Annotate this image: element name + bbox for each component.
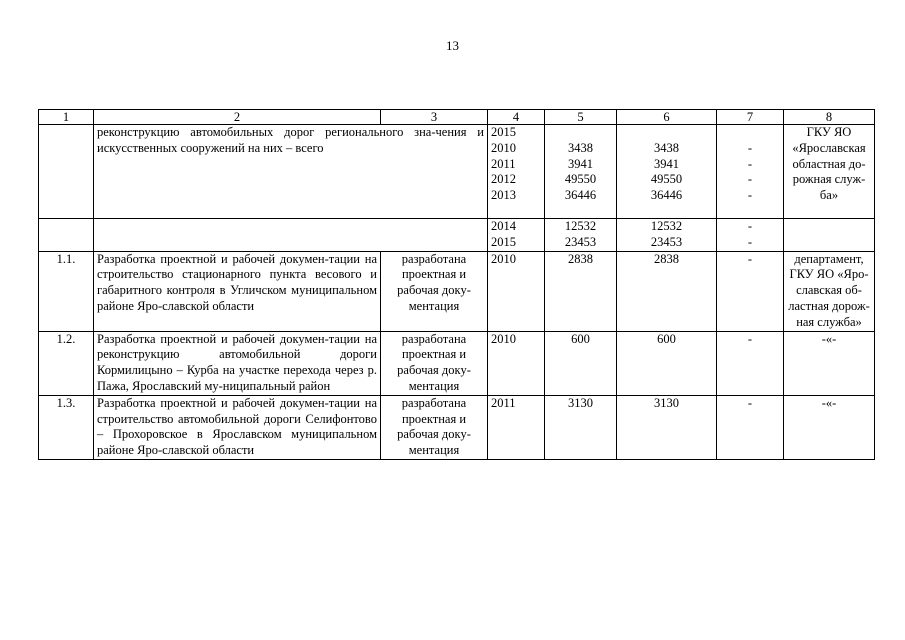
year-value: 2012 (491, 172, 516, 187)
header-cell: 4 (488, 110, 545, 125)
year-value: 2015 (491, 234, 516, 249)
col7-value: - (747, 219, 753, 233)
col5-cell (545, 125, 617, 219)
header-cell: 8 (784, 110, 875, 125)
col6-value (620, 125, 713, 141)
row-description: реконструкцию автомобильных дорог регионального зна-чения и искусственных сооружений на них – всего (94, 125, 488, 219)
col7-cell (717, 219, 784, 252)
row-description (94, 219, 488, 252)
executor-cell (784, 219, 875, 252)
table-row (39, 125, 875, 219)
row-col6: 3130 (617, 395, 717, 459)
col6-value: 36446 (650, 188, 683, 203)
row-number: 1.1. (39, 251, 94, 331)
col5-value: 12532 (564, 219, 597, 233)
header-cell: 5 (545, 110, 617, 125)
col6-value: 49550 (650, 172, 683, 187)
row-description: Разработка проектной и рабочей докумен-тации на строительство стационарного пункта весового и габаритного контроля в Угличском муниципальном районе Яро-славской области (94, 251, 381, 331)
col7-cell (717, 125, 784, 219)
year-value: 2014 (491, 219, 516, 233)
year-value: 2011 (491, 156, 516, 171)
row-year: 2010 (488, 251, 545, 331)
row-description: Разработка проектной и рабочей докумен-тации на реконструкцию автомобильной дороги Кормилицыно – Курба на участке перехода через р. Пажа, Ярославский му-ниципальный район (94, 331, 381, 395)
row-col7: - (717, 331, 784, 395)
col5-value: 36446 (564, 188, 597, 203)
table-row (39, 331, 875, 395)
col6-value: 3941 (654, 156, 679, 171)
col7-value: - (747, 234, 753, 249)
row-col5: 2838 (545, 251, 617, 331)
program-table (38, 109, 875, 460)
row-number-cell (39, 219, 94, 252)
table-row (39, 395, 875, 459)
year-value: 2010 (491, 140, 516, 155)
col6-cell (617, 219, 717, 252)
col7-value: - (747, 188, 753, 203)
col5-cell (545, 219, 617, 252)
years-cell (488, 219, 545, 252)
header-row (39, 110, 875, 125)
executor-cell: ГКУ ЯО «Ярославская областная до-рожная служ-ба» (784, 125, 875, 219)
col5-value: 49550 (564, 172, 597, 187)
col7-value: - (747, 172, 753, 187)
row-description: Разработка проектной и рабочей докумен-тации на строительство автомобильной дороги Селифонтово – Прохоровское в Ярославском муниципальном районе Яро-славской области (94, 395, 381, 459)
col7-value: - (747, 156, 753, 171)
col5-value: 3438 (568, 140, 593, 155)
col7-value (720, 125, 780, 141)
header-cell: 7 (717, 110, 784, 125)
years-cell (488, 125, 545, 219)
row-col5: 3130 (545, 395, 617, 459)
row-year: 2011 (488, 395, 545, 459)
header-cell: 3 (381, 110, 488, 125)
row-year: 2010 (488, 331, 545, 395)
col5-value: 23453 (564, 234, 597, 249)
row-col6: 2838 (617, 251, 717, 331)
row-col7: - (717, 395, 784, 459)
table-row (39, 219, 875, 252)
row-col7: - (717, 251, 784, 331)
row-number: 1.3. (39, 395, 94, 459)
row-result: разработана проектная и рабочая доку-ментация (381, 331, 488, 395)
header-cell: 2 (94, 110, 381, 125)
year-value: 2015 (491, 125, 516, 139)
header-cell: 6 (617, 110, 717, 125)
page-number: 13 (446, 38, 459, 53)
row-result: разработана проектная и рабочая доку-ментация (381, 251, 488, 331)
col6-value: 3438 (654, 140, 679, 155)
row-number: 1.2. (39, 331, 94, 395)
row-executor: -«- (784, 331, 875, 395)
row-result: разработана проектная и рабочая доку-ментация (381, 395, 488, 459)
row-col6: 600 (617, 331, 717, 395)
col5-value (548, 125, 613, 141)
col6-cell (617, 125, 717, 219)
row-number-cell (39, 125, 94, 219)
year-value: 2013 (491, 188, 516, 203)
col6-value: 23453 (650, 234, 683, 249)
table-row (39, 251, 875, 331)
row-executor: -«- (784, 395, 875, 459)
row-executor: департамент, ГКУ ЯО «Яро-славская об-ластная дорож-ная служба» (784, 251, 875, 331)
col7-value: - (747, 140, 753, 155)
header-cell: 1 (39, 110, 94, 125)
col6-value: 12532 (650, 219, 683, 233)
col5-value: 3941 (568, 156, 593, 171)
row-col5: 600 (545, 331, 617, 395)
